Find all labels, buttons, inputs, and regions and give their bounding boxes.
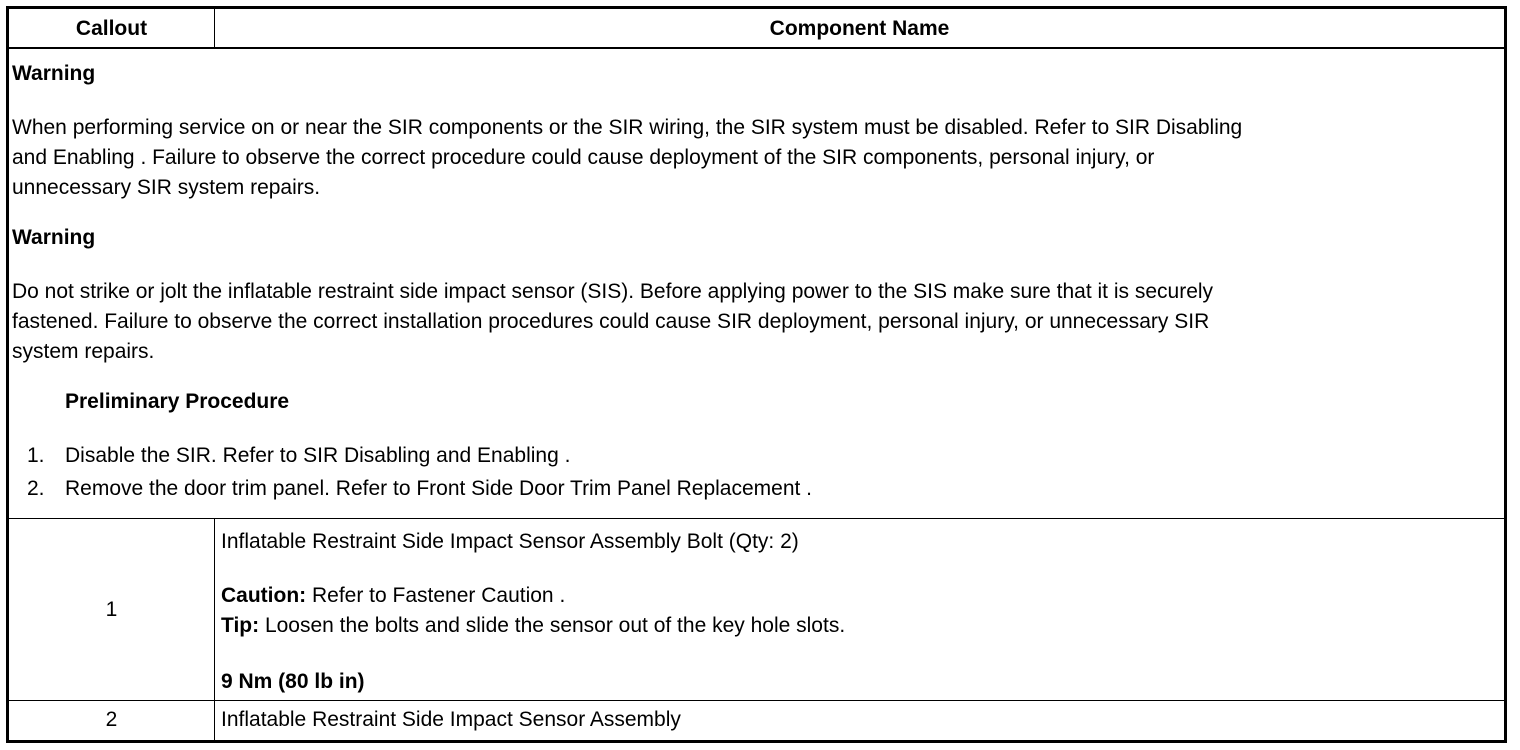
warning-2-line: Do not strike or jolt the inflatable restraint side impact sensor (SIS). Before applying power to the SIS make sure that it is securely <box>12 280 1214 303</box>
step-number: 1. <box>27 444 45 467</box>
table-row <box>9 519 1504 701</box>
warning-title-2: Warning <box>12 226 96 249</box>
warning-1-line: and Enabling . Failure to observe the correct procedure could cause deployment of the SIR components, personal injury, or <box>12 146 1155 169</box>
callout-number: 1 <box>9 519 215 700</box>
torque-spec: 9 Nm (80 lb in) <box>221 670 365 693</box>
caution-text: Refer to Fastener Caution . <box>306 584 566 607</box>
tip-line <box>221 611 1504 641</box>
step-text: Disable the SIR. Refer to SIR Disabling and Enabling . <box>65 444 571 467</box>
callout-number: 2 <box>9 701 215 740</box>
step-number: 2. <box>27 477 45 500</box>
table-row <box>9 701 1504 740</box>
warning-2-line: system repairs. <box>12 340 155 363</box>
header-component-name: Component Name <box>769 17 950 40</box>
tip-text: Loosen the bolts and slide the sensor out of the key hole slots. <box>259 614 846 637</box>
warning-text-2 <box>12 277 1504 367</box>
step-text: Remove the door trim panel. Refer to Front Side Door Trim Panel Replacement . <box>65 477 812 500</box>
caution-label: Caution: <box>221 584 307 607</box>
header-callout: Callout <box>9 9 215 47</box>
component-cell <box>215 519 1504 700</box>
warning-title-1: Warning <box>12 62 96 85</box>
warnings-row <box>9 49 1504 519</box>
list-item <box>12 439 1504 472</box>
warning-text-1 <box>12 113 1504 203</box>
caution-line <box>221 581 1504 611</box>
list-item <box>12 472 1504 505</box>
preliminary-steps-list <box>12 439 1504 505</box>
procedure-table <box>6 6 1507 743</box>
warning-1-line: unnecessary SIR system repairs. <box>12 176 321 199</box>
warning-2-line: fastened. Failure to observe the correct installation procedures could cause SIR deployment, personal injury, or unnecessary SIR <box>12 310 1210 333</box>
preliminary-procedure-title: Preliminary Procedure <box>65 390 290 413</box>
tip-label: Tip: <box>221 614 260 637</box>
table-header-row <box>9 9 1504 49</box>
component-name: Inflatable Restraint Side Impact Sensor Assembly Bolt (Qty: 2) <box>221 530 799 553</box>
component-name: Inflatable Restraint Side Impact Sensor Assembly <box>221 708 681 731</box>
warning-1-line: When performing service on or near the SIR components or the SIR wiring, the SIR system must be disabled. Refer to SIR Disabling <box>12 116 1243 139</box>
